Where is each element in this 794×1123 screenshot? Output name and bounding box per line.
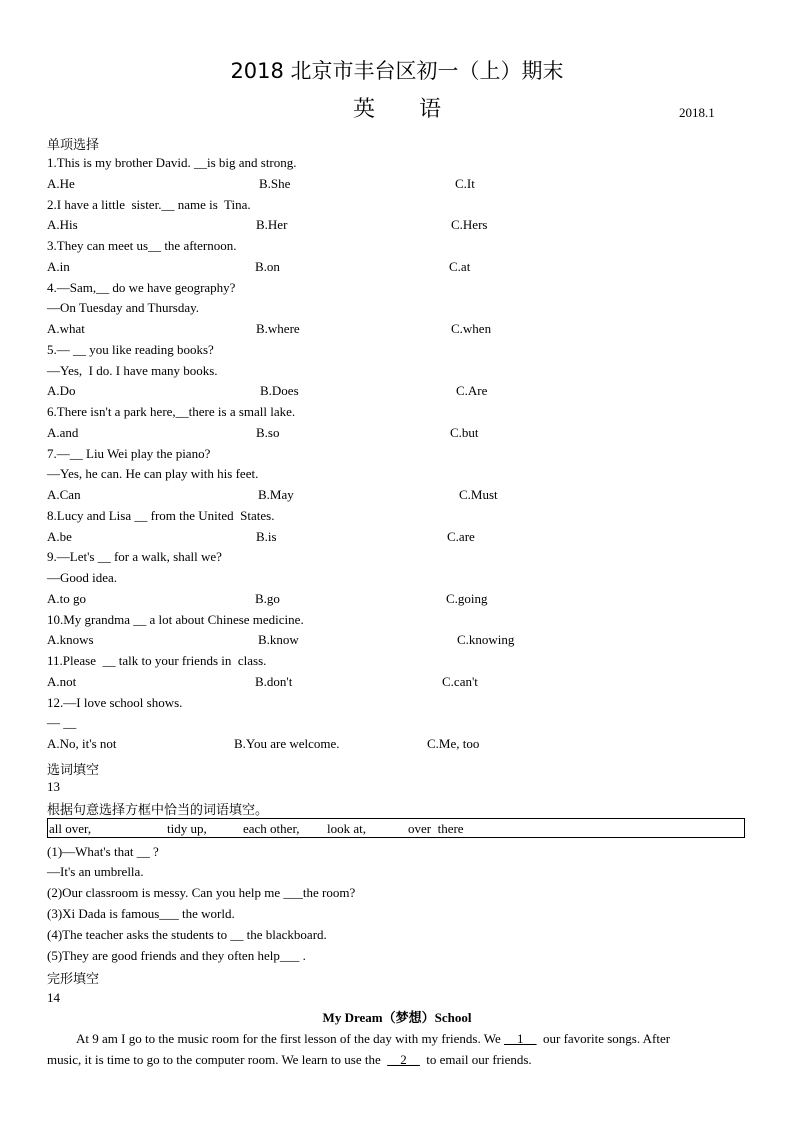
passage-line [76, 1031, 670, 1047]
question-1-stem: 1.This is my brother David. __is big and strong. [47, 155, 297, 170]
question-12-option-b: B.You are welcome. [234, 736, 340, 751]
question-5-option-b: B.Does [260, 383, 299, 398]
question-6-option-a: A.and [47, 425, 79, 440]
question-4-option-c: C.when [451, 321, 492, 336]
question-13-item: (5)They are good friends and they often help___ . [47, 948, 306, 963]
passage-text: our favorite songs. After [536, 1031, 671, 1046]
question-11-stem: 11.Please __ talk to your friends in class. [47, 653, 267, 668]
question-1-option-b: B.She [259, 176, 291, 191]
word-box-item: over there [408, 821, 464, 836]
question-4-option-a: A.what [47, 321, 85, 336]
question-10-option-a: A.knows [47, 632, 94, 647]
question-4-option-b: B.where [256, 321, 300, 336]
passage-text: At 9 am I go to the music room for the first lesson of the day with my friends. We [76, 1031, 504, 1046]
question-1-option-a: A.He [47, 176, 75, 191]
question-9-stem: 9.—Let's __ for a walk, shall we? [47, 549, 222, 564]
blank-1: __1__ [504, 1031, 537, 1046]
word-box-item: each other, [243, 821, 300, 836]
question-13-item: (3)Xi Dada is famous___ the world. [47, 906, 235, 921]
question-11-option-c: C.can't [442, 674, 478, 689]
question-7-option-b: B.May [258, 487, 294, 502]
word-box-item: tidy up, [167, 821, 207, 836]
question-8-option-c: C.are [447, 529, 475, 544]
passage-text: to email our friends. [419, 1052, 532, 1067]
question-3-option-a: A.in [47, 259, 70, 274]
question-9-option-b: B.go [255, 591, 280, 606]
question-2-option-b: B.Her [256, 217, 288, 232]
exam-date: 2018.1 [679, 105, 715, 120]
question-8-option-a: A.be [47, 529, 72, 544]
question-12-option-a: A.No, it's not [47, 736, 117, 751]
question-13-item: —It's an umbrella. [47, 864, 144, 879]
section-word-fill: 选词填空 [47, 763, 100, 778]
question-6-option-c: C.but [450, 425, 479, 440]
question-12-option-c: C.Me, too [427, 736, 480, 751]
question-8-option-b: B.is [256, 529, 277, 544]
question-13-item: (4)The teacher asks the students to __ the blackboard. [47, 927, 327, 942]
question-8-stem: 8.Lucy and Lisa __ from the United States. [47, 508, 275, 523]
subject-heading: 英 语 [352, 97, 441, 122]
question-9-option-a: A.to go [47, 591, 86, 606]
question-5-option-c: C.Are [456, 383, 488, 398]
question-7-stem: 7.—__ Liu Wei play the piano? [47, 446, 211, 461]
question-11-option-a: A.not [47, 674, 77, 689]
question-5-stem: —Yes, I do. I have many books. [47, 363, 218, 378]
question-3-option-b: B.on [255, 259, 280, 274]
section-single-choice: 单项选择 [47, 138, 100, 153]
question-13-number: 13 [47, 779, 60, 794]
question-9-stem: —Good idea. [47, 570, 118, 585]
question-7-option-a: A.Can [47, 487, 81, 502]
question-2-option-c: C.Hers [451, 217, 488, 232]
question-13-item: (2)Our classroom is messy. Can you help me ___the room? [47, 885, 356, 900]
question-7-stem: —Yes, he can. He can play with his feet. [47, 466, 259, 481]
question-5-option-a: A.Do [47, 383, 76, 398]
question-11-option-b: B.don't [255, 674, 293, 689]
question-3-stem: 3.They can meet us__ the afternoon. [47, 238, 237, 253]
question-2-stem: 2.I have a little sister.__ name is Tina. [47, 197, 251, 212]
question-12-stem: — __ [47, 715, 77, 730]
question-6-option-b: B.so [256, 425, 280, 440]
page-title: 2018 北京市丰台区初一（上）期末 [230, 59, 564, 83]
question-10-stem: 10.My grandma __ a lot about Chinese medicine. [47, 612, 304, 627]
question-4-stem: 4.—Sam,__ do we have geography? [47, 280, 236, 295]
question-10-option-c: C.knowing [457, 632, 515, 647]
word-box-item: look at, [327, 821, 366, 836]
question-1-option-c: C.It [455, 176, 475, 191]
question-6-stem: 6.There isn't a park here,__there is a small lake. [47, 404, 296, 419]
question-4-stem: —On Tuesday and Thursday. [47, 300, 200, 315]
question-14-number: 14 [47, 990, 60, 1005]
question-5-stem: 5.— __ you like reading books? [47, 342, 214, 357]
question-9-option-c: C.going [446, 591, 488, 606]
section-cloze: 完形填空 [47, 972, 100, 987]
question-2-option-a: A.His [47, 217, 78, 232]
question-3-option-c: C.at [449, 259, 471, 274]
passage-line [47, 1052, 532, 1068]
passage-title: My Dream（梦想）School [322, 1010, 472, 1025]
word-box [47, 818, 745, 838]
question-10-option-b: B.know [258, 632, 299, 647]
word-box-item: all over, [49, 821, 92, 836]
blank-2: __2__ [387, 1052, 420, 1067]
question-7-option-c: C.Must [459, 487, 498, 502]
question-13-instruction: 根据句意选择方框中恰当的词语填空。 [47, 803, 269, 818]
question-12-stem: 12.—I love school shows. [47, 695, 183, 710]
passage-text: music, it is time to go to the computer room. We learn to use the [47, 1052, 388, 1067]
question-13-item: (1)—What's that __ ? [47, 844, 159, 859]
